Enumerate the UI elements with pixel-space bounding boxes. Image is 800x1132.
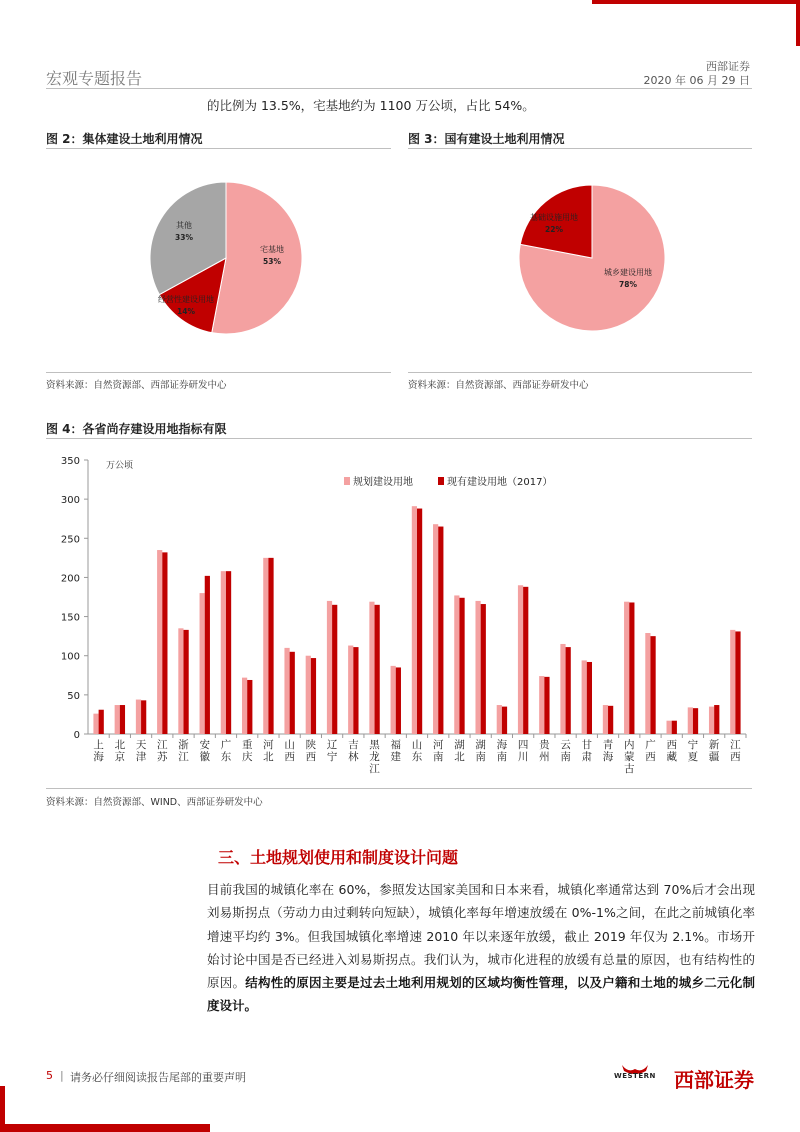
figure2-bottom-rule (46, 372, 391, 373)
bar-planned-27 (667, 721, 672, 734)
x-tick-label-7: 重庆 (241, 739, 253, 763)
top-accent-bar (592, 0, 800, 4)
bar-existing-0 (99, 710, 104, 734)
figure3-pie-chart (408, 150, 752, 370)
bar-existing-17 (459, 598, 464, 734)
x-tick-label-10: 陕西 (305, 739, 317, 763)
x-tick-label-5: 安徽 (199, 739, 210, 763)
bar-existing-4 (184, 630, 189, 734)
x-tick-label-19: 海南 (496, 739, 508, 763)
figure3-title: 图 3：国有建设土地利用情况 (408, 132, 565, 146)
y-tick-label-5: 250 (60, 534, 80, 546)
section-paragraph (207, 878, 755, 1018)
bar-existing-6 (226, 571, 231, 734)
fig3-slice-value-0: 78% (619, 280, 637, 289)
figure2-source: 资料来源：自然资源部、西部证券研发中心 (46, 380, 227, 391)
bar-planned-25 (624, 602, 629, 734)
paragraph-bold-text: 结构性的原因主要是过去土地利用规划的区域均衡性管理，以及户籍和土地的城乡二元化制度设计。 (207, 975, 755, 1014)
x-tick-label-0: 上海 (93, 739, 104, 763)
bar-planned-7 (242, 678, 247, 734)
logo-western-text: WESTERN (614, 1072, 656, 1080)
bar-planned-23 (582, 660, 587, 734)
bar-planned-16 (433, 524, 438, 734)
x-tick-label-3: 江苏 (157, 739, 168, 763)
figure2-title: 图 2：集体建设土地利用情况 (46, 132, 203, 146)
bar-existing-20 (523, 587, 528, 734)
y-tick-label-2: 100 (60, 651, 80, 663)
bar-existing-26 (650, 636, 655, 734)
fig3-slice-label-1: 基础设施用地 (530, 213, 578, 222)
legend-swatch-0 (344, 477, 350, 485)
bar-existing-19 (502, 707, 507, 734)
bar-planned-24 (603, 705, 608, 734)
bar-planned-8 (263, 558, 268, 734)
x-tick-label-6: 广东 (220, 739, 232, 763)
y-tick-label-7: 350 (60, 456, 80, 467)
figure4-top-rule (46, 438, 752, 439)
figure2-top-rule (46, 148, 391, 149)
bar-existing-14 (396, 667, 401, 734)
fig3-slice-value-1: 22% (545, 225, 563, 234)
bar-existing-30 (735, 631, 740, 734)
x-tick-label-11: 辽宁 (326, 739, 338, 763)
bottom-accent-bar (0, 1124, 210, 1132)
bar-planned-29 (709, 707, 714, 734)
bar-existing-2 (141, 700, 146, 734)
figure4-source: 资料来源：自然资源部、WIND、西部证券研发中心 (46, 797, 263, 808)
fig2-slice-value-1: 14% (177, 307, 195, 316)
bar-planned-30 (730, 630, 735, 734)
legend-label-0: 规划建设用地 (353, 477, 413, 488)
bar-planned-15 (412, 506, 417, 734)
bar-existing-1 (120, 705, 125, 734)
x-tick-label-24: 青海 (602, 739, 614, 763)
bar-planned-17 (454, 595, 459, 734)
x-tick-label-30: 江西 (730, 739, 741, 763)
bar-planned-4 (178, 628, 183, 734)
figure2-pie-chart (46, 150, 391, 370)
bar-planned-22 (560, 644, 565, 734)
bar-existing-16 (438, 527, 443, 734)
x-tick-label-21: 贵州 (539, 739, 550, 763)
bar-existing-9 (290, 652, 295, 734)
bar-planned-13 (369, 602, 374, 734)
bar-planned-10 (306, 656, 311, 734)
x-tick-label-22: 云南 (560, 739, 571, 763)
bar-existing-3 (162, 552, 167, 734)
footer-separator: | (60, 1069, 64, 1082)
bar-planned-3 (157, 550, 162, 734)
bar-planned-0 (93, 714, 98, 734)
fig2-slice-label-0: 宅基地 (260, 245, 284, 254)
header-brand: 西部证券 (706, 60, 750, 73)
bar-planned-19 (497, 705, 502, 734)
top-accent-bar-vertical (796, 0, 800, 46)
header-date: 2020 年 06 月 29 日 (643, 74, 750, 87)
x-tick-label-18: 湖南 (475, 739, 486, 763)
x-tick-label-26: 广西 (645, 739, 656, 763)
report-title: 宏观专题报告 (46, 69, 143, 88)
figure3-source: 资料来源：自然资源部、西部证券研发中心 (408, 380, 589, 391)
bar-planned-28 (688, 707, 693, 734)
x-tick-label-27: 西藏 (666, 739, 677, 763)
section-heading: 三、土地规划使用和制度设计问题 (218, 848, 459, 867)
x-tick-label-20: 四川 (517, 739, 529, 763)
bar-existing-10 (311, 658, 316, 734)
figure4-bar-chart (46, 445, 752, 785)
y-tick-label-3: 150 (60, 612, 80, 624)
y-tick-label-1: 50 (67, 690, 80, 702)
x-tick-label-4: 浙江 (178, 739, 189, 763)
x-tick-label-14: 福建 (390, 739, 402, 763)
x-tick-label-28: 宁夏 (687, 739, 699, 763)
bar-existing-29 (714, 705, 719, 734)
y-tick-label-0: 0 (73, 730, 80, 741)
fig2-slice-value-0: 53% (263, 257, 281, 266)
bar-planned-11 (327, 601, 332, 734)
bar-existing-23 (587, 662, 592, 734)
figure4-title: 图 4：各省尚存建设用地指标有限 (46, 422, 227, 436)
x-tick-label-13: 黑龙江 (369, 739, 380, 775)
figure4-bottom-rule (46, 788, 752, 789)
bar-existing-25 (629, 602, 634, 734)
bar-planned-2 (136, 700, 141, 734)
bar-existing-22 (566, 647, 571, 734)
bar-planned-1 (115, 705, 120, 734)
paragraph-normal-text: 目前我国的城镇化率在 60%，参照发达国家美国和日本来看，城镇化率通常达到 70%后才会出现刘易斯拐点（劳动力由过剩转向短缺），城镇化率每年增速放缓在 0%-1%之间，在此之前城镇化率增速平均约 3%。但我国城镇化率增速 2010 年以来逐年放缓，截止 2019 年仅为 2.1%。市场开始讨论中国是否已经进入刘易斯拐点。我们认为，城市化进程的放缓有总量的原因，也有结构性的原因。 (207, 882, 755, 991)
figure3-top-rule (408, 148, 752, 149)
bar-existing-11 (332, 605, 337, 734)
x-tick-label-23: 甘肃 (581, 739, 593, 763)
bar-existing-28 (693, 708, 698, 734)
bar-existing-5 (205, 576, 210, 734)
page-number: 5 (46, 1069, 53, 1082)
bar-existing-24 (608, 706, 613, 734)
bar-planned-5 (200, 593, 205, 734)
x-tick-label-15: 山东 (411, 739, 423, 763)
y-tick-label-4: 200 (60, 573, 80, 585)
bar-planned-18 (475, 601, 480, 734)
bottom-accent-bar-vertical (0, 1086, 5, 1132)
bar-existing-13 (375, 605, 380, 734)
x-tick-label-12: 吉林 (348, 739, 359, 763)
footer-disclaimer-note: 请务必仔细阅读报告尾部的重要声明 (70, 1071, 246, 1084)
header-divider (46, 88, 752, 89)
x-tick-label-2: 天津 (135, 739, 147, 763)
x-tick-label-16: 河南 (432, 739, 444, 763)
bar-existing-8 (268, 558, 273, 734)
bar-existing-27 (672, 721, 677, 734)
x-tick-label-8: 河北 (263, 739, 274, 763)
x-tick-label-25: 内蒙古 (624, 739, 635, 775)
bar-planned-20 (518, 585, 523, 734)
intro-line: 的比例为 13.5%，宅基地约为 1100 万公顷，占比 54%。 (207, 98, 535, 113)
y-tick-label-6: 300 (60, 495, 80, 507)
bar-existing-18 (481, 604, 486, 734)
fig3-slice-label-0: 城乡建设用地 (604, 268, 652, 277)
bull-logo-icon (620, 1060, 650, 1072)
bar-existing-21 (544, 677, 549, 734)
legend-swatch-1 (438, 477, 444, 485)
x-tick-label-29: 新疆 (708, 739, 720, 763)
unit-label: 万公顷 (106, 461, 134, 471)
figure3-bottom-rule (408, 372, 752, 373)
bar-planned-9 (284, 648, 289, 734)
bar-planned-26 (645, 633, 650, 734)
bar-existing-7 (247, 680, 252, 734)
bar-existing-12 (353, 647, 358, 734)
bar-existing-15 (417, 509, 422, 734)
bar-planned-21 (539, 676, 544, 734)
bar-planned-14 (391, 666, 396, 734)
fig2-slice-value-2: 33% (175, 233, 193, 242)
legend-label-1: 现有建设用地（2017） (447, 477, 553, 488)
x-tick-label-17: 湖北 (454, 739, 465, 763)
fig2-slice-label-2: 其他 (176, 221, 192, 230)
bar-planned-6 (221, 571, 226, 734)
x-tick-label-1: 北京 (114, 739, 126, 763)
bar-planned-12 (348, 646, 353, 734)
x-tick-label-9: 山西 (284, 739, 295, 763)
fig2-slice-label-1: 经营性建设用地 (158, 295, 214, 304)
logo-brand-text: 西部证券 (674, 1068, 754, 1092)
